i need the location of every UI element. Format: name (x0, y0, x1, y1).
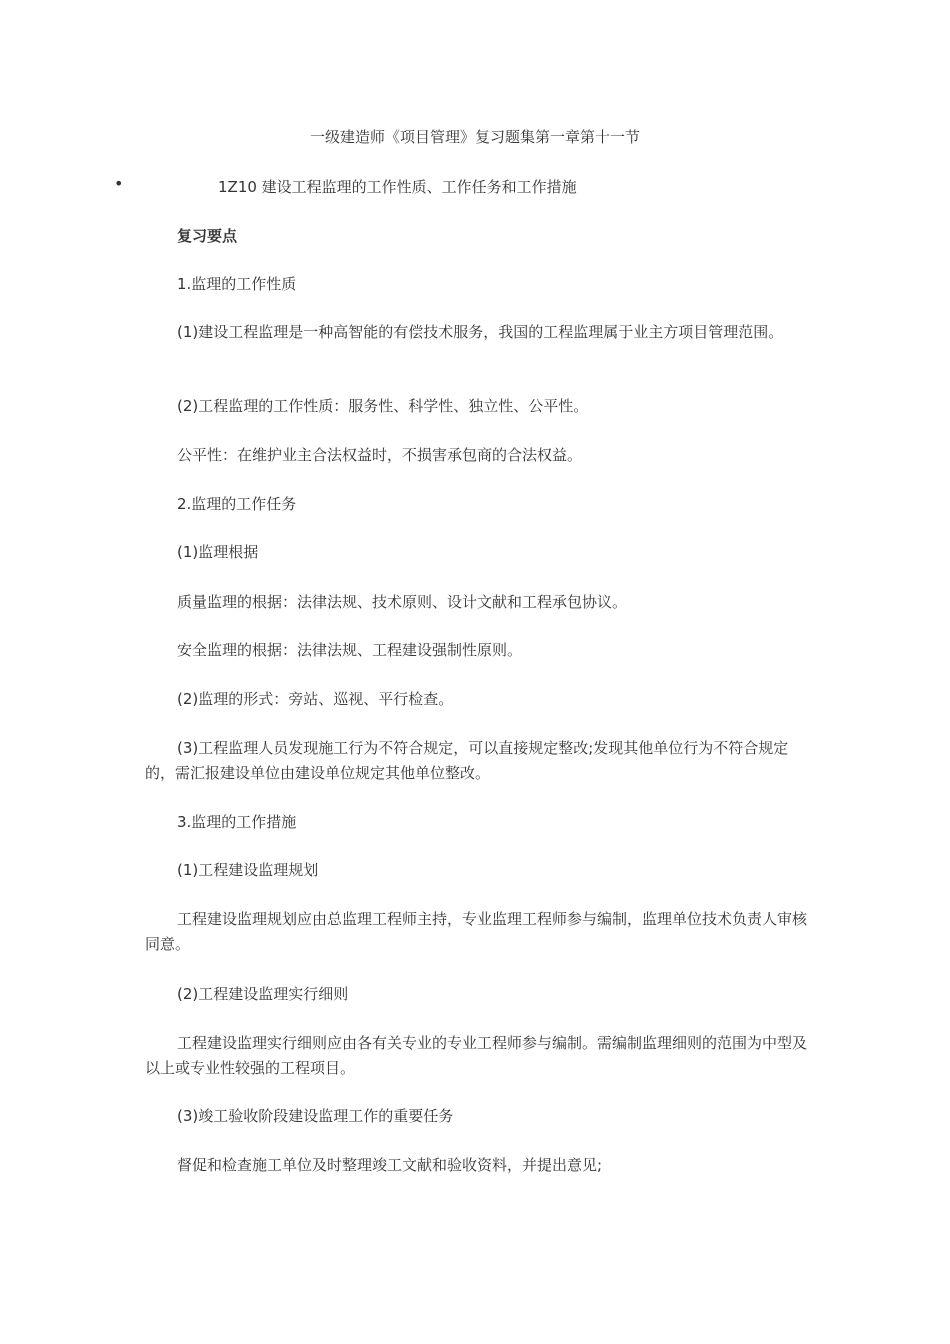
document-title: 一级建造师《项目管理》复习题集第一章第十一节 (309, 128, 640, 146)
paragraph-3-2: (2)工程建设监理实行细则 (177, 985, 349, 1003)
section-heading: 1Z10 建设工程监理的工作性质、工作任务和工作措施 (218, 178, 577, 196)
paragraph-fairness: 公平性：在维护业主合法权益时，不损害承包商的合法权益。 (177, 446, 583, 464)
paragraph-2-2: (2)监理的形式：旁站、巡视、平行检查。 (177, 690, 454, 708)
paragraph-heading-2: 2.监理的工作任务 (177, 495, 297, 513)
paragraph-2-3: (3)工程监理人员发现施工行为不符合规定，可以直接规定整改;发现其他单位行为不符合规定的，需汇报建设单位由建设单位规定其他单位整改。 (145, 739, 789, 782)
paragraph-3-1: (1)工程建设监理规划 (177, 861, 319, 879)
paragraph-1-2: (2)工程监理的工作性质：服务性、科学性、独立性、公平性。 (177, 397, 589, 415)
paragraph-review-points: 复习要点 (177, 227, 238, 245)
paragraph-plan-detail: 工程建设监理规划应由总监理工程师主持，专业监理工程师参与编制，监理单位技术负责人审核同意。 (145, 910, 808, 953)
paragraph-3-3: (3)竣工验收阶段建设监理工作的重要任务 (177, 1107, 454, 1125)
paragraph-safety-basis: 安全监理的根据：法律法规、工程建设强制性原则。 (177, 641, 523, 659)
paragraph-2-1: (1)监理根据 (177, 543, 259, 561)
list-bullet: • (114, 174, 124, 193)
paragraph-acceptance-task: 督促和检查施工单位及时整理竣工文献和验收资料，并提出意见; (177, 1156, 603, 1174)
paragraph-quality-basis: 质量监理的根据：法律法规、技术原则、设计文献和工程承包协议。 (177, 593, 628, 611)
paragraph-heading-3: 3.监理的工作措施 (177, 813, 297, 831)
paragraph-heading-1: 1.监理的工作性质 (177, 275, 297, 293)
paragraph-1-1: (1)建设工程监理是一种高智能的有偿技术服务，我国的工程监理属于业主方项目管理范围。 (177, 323, 784, 341)
paragraph-rules-detail: 工程建设监理实行细则应由各有关专业的专业工程师参与编制。需编制监理细则的范围为中型及以上或专业性较强的工程项目。 (145, 1034, 808, 1077)
